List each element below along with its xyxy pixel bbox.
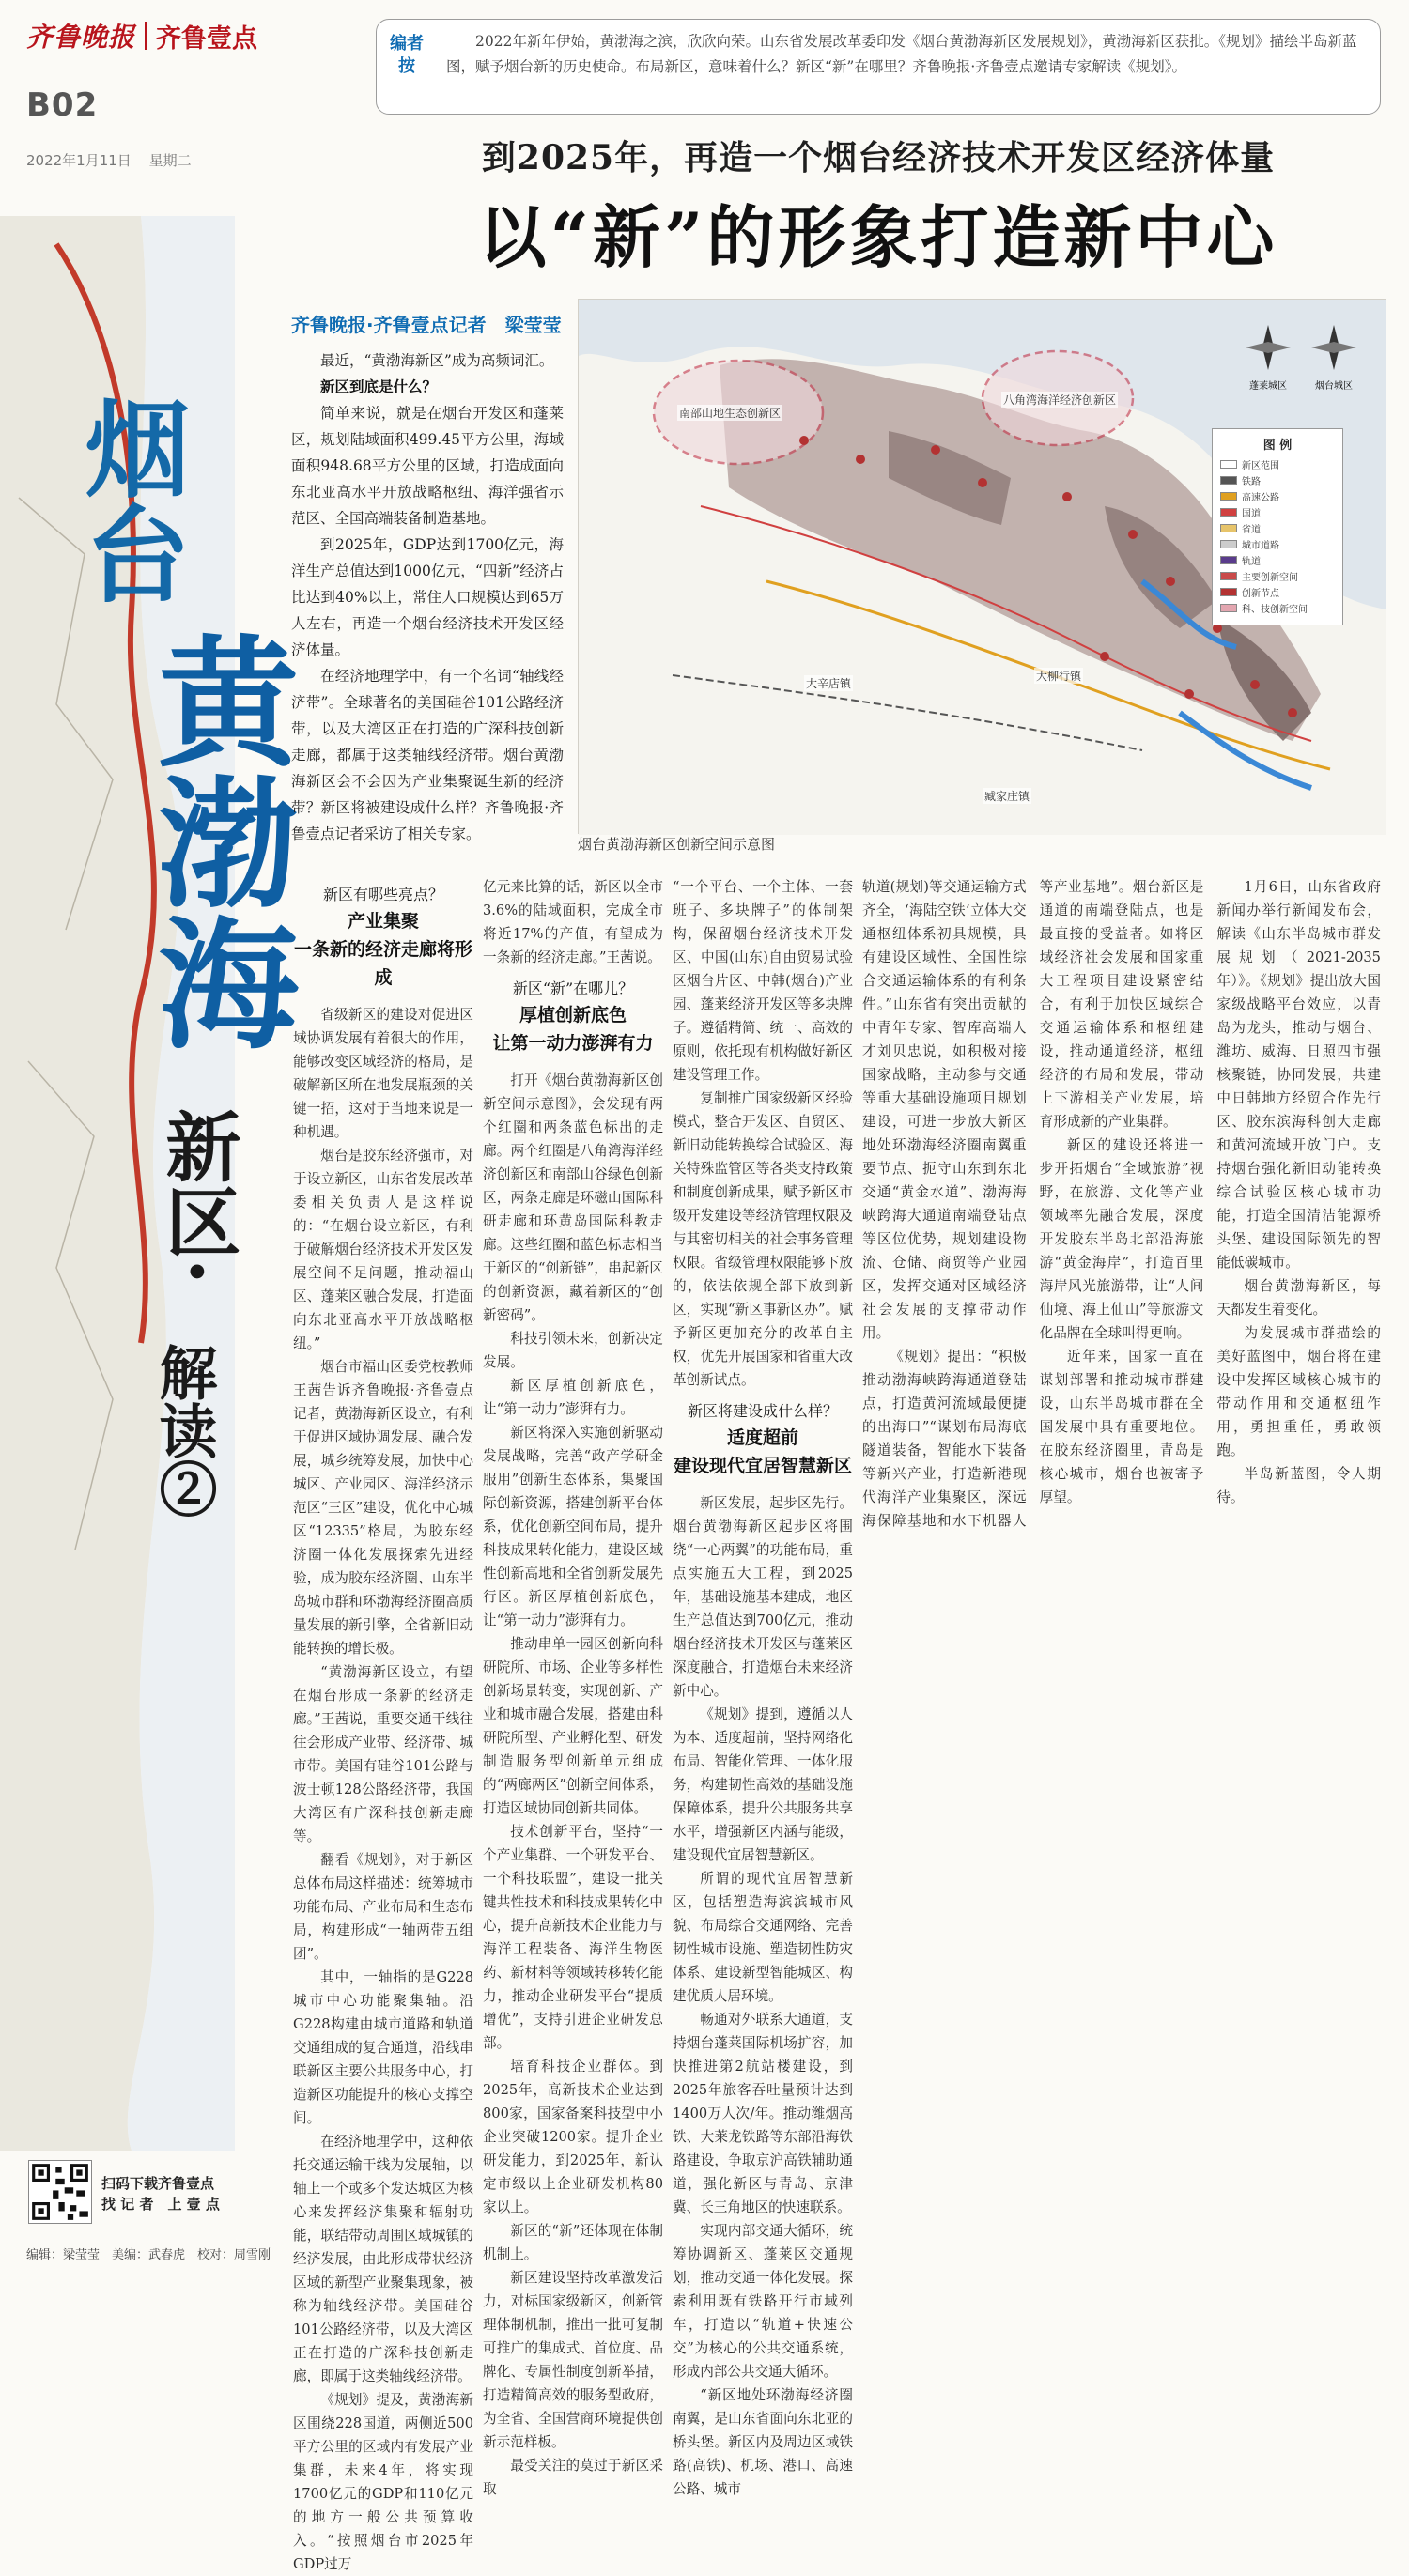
editor-note-tag: 编者按 bbox=[390, 34, 424, 76]
legend-label: 轨道 bbox=[1242, 557, 1261, 567]
kicker-headline: 到2025年，再造一个烟台经济技术开发区经济体量 bbox=[481, 138, 1276, 177]
legend-item bbox=[1220, 520, 1335, 536]
body-column-4-6 bbox=[862, 875, 1381, 2237]
article-paragraph: 新区发展，起步区先行。烟台黄渤海新区起步区将围绕“一心两翼”的功能布局，重点实施五大工程，到2025年，基础设施基本建成，地区生产总值达到700亿元，推动烟台经济技术开发区与蓬莱区深度融合，打造烟台未来经济新中心。 bbox=[673, 1495, 853, 1699]
legend-item bbox=[1220, 488, 1335, 504]
compass-label-yantai: 烟台城区 bbox=[1315, 381, 1353, 392]
article-paragraph: 最受关注的莫过于新区采取 bbox=[483, 2458, 663, 2497]
article-paragraph: 翻看《规划》，对于新区总体布局这样描述：统筹城市功能布局、产业布局和生态布局，构建形成“一轴两带五组团”。 bbox=[293, 1852, 473, 1962]
body-column-2 bbox=[483, 875, 663, 2497]
article-paragraph: 省级新区的建设对促进区域协调发展有着很大的作用，能够改变区域经济的格局，是破解新区所在地发展瓶颈的关键一招，这对于当地来说是一种机遇。 bbox=[293, 1007, 473, 1140]
article-paragraph: 实现内部交通大循环，统筹协调新区、蓬莱区交通规划，推动交通一体化发展。探索利用既有铁路开行市域列车，打造以“轨道+快速公交”为核心的公共交通系统，形成内部公共交通大循环。 bbox=[673, 2223, 853, 2380]
legend-label: 省道 bbox=[1242, 525, 1261, 535]
legend-swatch bbox=[1220, 540, 1237, 548]
legend-swatch bbox=[1220, 476, 1237, 485]
article-paragraph: 科技引领未来，创新决定发展。 bbox=[483, 1331, 663, 1370]
article-paragraph: 烟台是胶东经济强市，对于设立新区，山东省发展改革委相关负责人是这样说的：“在烟台设立新区，有利于破解烟台经济技术开发区发展空间不足问题，推动福山区、蓬莱区融合发展，打造面向东北亚高水平开放战略枢纽。” bbox=[293, 1148, 473, 1351]
compass-north-arrows bbox=[1240, 319, 1362, 394]
legend-item bbox=[1220, 584, 1335, 600]
paper-logo: 齐鲁晚报 bbox=[26, 22, 136, 53]
article-paragraph: 其中，一轴指的是G228城市中心功能聚集轴。沿G228构建由城市道路和轨道交通组成的复合通道，沿线串联新区主要公共服务中心，打造新区功能提升的核心支撑空间。 bbox=[293, 1969, 473, 2126]
map-legend bbox=[1212, 428, 1343, 625]
article-paragraph: 《规划》提到，遵循以人为本、适度超前，坚持网络化布局、智能化管理、一体化服务，构建韧性高效的基础设施保障体系，提升公共服务共享水平，增强新区内涵与能级，建设现代宜居智慧新区。 bbox=[673, 1706, 853, 1863]
section-3-title-a: 适度超前 bbox=[726, 1427, 798, 1448]
date-text: 2022年1月11日 bbox=[26, 152, 132, 169]
legend-swatch bbox=[1220, 508, 1237, 517]
lead-paragraph: 到2025年，GDP达到1700亿元，海洋生产总值达到1000亿元，“四新”经济占比达到40%以上，常住人口规模达到65万人左右，再造一个烟台经济技术开发区经济体量。 bbox=[291, 536, 564, 658]
legend-label: 国道 bbox=[1242, 509, 1261, 519]
legend-label: 创新节点 bbox=[1242, 589, 1279, 599]
lead-paragraph: 简单来说，就是在烟台开发区和蓬莱区，规划陆域面积499.45平方公里，海域面积948.68平方公里的区域，打造成面向东北亚高水平开放战略枢纽、海洋强省示范区、全国高端装备制造基地。 bbox=[291, 405, 564, 527]
legend-item bbox=[1220, 536, 1335, 552]
section-1-heading bbox=[293, 883, 473, 992]
article-paragraph: 为发展城市群描绘的美好蓝图中，烟台将在建设中发挥区域核心城市的带动作用和交通枢纽作用，勇担重任，勇敢领跑。 bbox=[1216, 1325, 1381, 1458]
legend-label: 城市道路 bbox=[1242, 541, 1279, 551]
body-column-3 bbox=[673, 875, 853, 2497]
legend-label: 主要创新空间 bbox=[1242, 573, 1298, 583]
qr-caption bbox=[101, 2173, 220, 2214]
map-caption: 烟台黄渤海新区创新空间示意图 bbox=[578, 836, 776, 853]
editor-note bbox=[376, 19, 1381, 115]
qr-code[interactable] bbox=[28, 2160, 92, 2224]
legend-swatch bbox=[1220, 524, 1237, 532]
series-title-jiedu: 解读② bbox=[149, 1343, 218, 1518]
series-title-yantai: 烟台 bbox=[68, 394, 191, 605]
lead-paragraph: 在经济地理学中，有一个名词“轴线经济带”。全球著名的美国硅谷101公路经济带，以及大湾区正在打造的广深科技创新走廊，都属于这类轴线经济带。烟台黄渤海新区会不会因为产业集聚诞生新的经济带？新区将被建设成什么样？齐鲁晚报·齐鲁壹点记者采访了相关专家。 bbox=[291, 668, 564, 842]
staff-credits: 编辑：梁莹莹 美编：武春虎 校对：周雪刚 bbox=[26, 2248, 271, 2262]
series-title-huangbohai: 黄渤海 bbox=[133, 629, 299, 1052]
article-paragraph: “新区地处环渤海经济圈南翼，是山东省面向东北亚的桥头堡。新区内及周边区域铁路(高铁)、机场、港口、高速公路、城市 bbox=[673, 2387, 853, 2497]
legend-item bbox=[1220, 568, 1335, 584]
qr-caption-line-2: 找 记 者 上 壹 点 bbox=[101, 2196, 220, 2213]
lead-paragraph: 新区到底是什么？ bbox=[320, 378, 438, 395]
legend-swatch bbox=[1220, 556, 1237, 564]
article-paragraph: 技术创新平台，坚持“一个产业集群、一个研发平台、一个科技联盟”，建设一批关键共性技术和科技成果转化中心，提升高新技术企业能力与海洋工程装备、海洋生物医药、新材料等领域转移转化能力，推动企业研发平台“提质增优”，支持引进企业研发总部。 bbox=[483, 1824, 663, 2051]
article-paragraph: 培育科技企业群体。到2025年，高新技术企业达到800家，国家备案科技型中小企业突破1200家。提升企业研发能力，到2025年，新认定市级以上企业研发机构80家以上。 bbox=[483, 2059, 663, 2215]
app-logo: 齐鲁壹点 bbox=[156, 23, 258, 54]
map-label-south-valley: 南部山地生态创新区 bbox=[679, 407, 782, 420]
article-paragraph: “黄渤海新区设立，有望在烟台形成一条新的经济走廊。”王茜说，重要交通干线往往会形成产业带、经济带、城市带。美国有硅谷101公路与波士顿128公路经济带，我国大湾区有广深科技创新走廊等。 bbox=[293, 1664, 473, 1844]
article-paragraph: 亿元来比算的话，新区以全市3.6%的陆域面积，完成全市将近17%的产值，有望成为一条新的经济走廊。”王茜说。 bbox=[483, 879, 663, 965]
legend-label: 高速公路 bbox=[1242, 493, 1279, 503]
legend-swatch bbox=[1220, 588, 1237, 596]
article-paragraph: 《规划》提及，黄渤海新区围绕228国道，两侧近500平方公里的区域内有发展产业集群，未来4年，将实现1700亿元的GDP和110亿元的地方一般公共预算收入。“按照烟台市2025年GDP过万 bbox=[293, 2392, 473, 2572]
article-paragraph: 新区的建设还将进一步开拓烟台“全域旅游”视野，在旅游、文化等产业领域率先融合发展，深度开发胶东半岛北部沿海旅游“黄金海岸”，打造百里海岸风光旅游带，让“人间仙境、海上仙山”等旅游文化品牌在全球叫得更响。 bbox=[1039, 1137, 1204, 1341]
article-paragraph: 在经济地理学中，这种依托交通运输干线为发展轴，以轴上一个或多个发达城区为核心来发挥经济集聚和辐射功能，联结带动周围区域城镇的经济发展，由此形成带状经济区域的新型产业聚集现象，被称为轴线经济带。美国硅谷101公路经济带，以及大湾区正在打造的广深科技创新走廊，即属于这类轴线经济带。 bbox=[293, 2134, 473, 2384]
article-paragraph: 烟台市福山区委党校教师王茜告诉齐鲁晚报·齐鲁壹点记者，黄渤海新区设立，有利于促进区域协调发展、融合发展，城乡统筹发展，加快中心城区、产业园区、海洋经济示范区“三区”建设，优化中心城区“12335”格局，为胶东经济圈一体化发展探索先进经验，成为胶东经济圈、山东半岛城市群和环渤海经济圈高质量发展的新引擎，全省新旧动能转换的增长极。 bbox=[293, 1359, 473, 1657]
lead-paragraph: 最近，“黄渤海新区”成为高频词汇。 bbox=[320, 352, 554, 369]
section-3-question: 新区将建设成什么样？ bbox=[687, 1402, 838, 1420]
main-headline: 以“新”的形象打造新中心 bbox=[478, 197, 1278, 277]
legend-title: 图 例 bbox=[1262, 439, 1293, 453]
editor-note-text: 2022年新年伊始，黄渤海之滨，欣欣向荣。山东省发展改革委印发《烟台黄渤海新区发展规划》，黄渤海新区获批。《规划》描绘半岛新蓝图，赋予烟台新的历史使命。布局新区，意味着什么？新区“新”在哪里？齐鲁晚报·齐鲁壹点邀请专家解读《规划》。 bbox=[446, 33, 1357, 75]
legend-swatch bbox=[1220, 460, 1237, 469]
map-label-bajiao-bay: 八角湾海洋经济创新区 bbox=[1003, 393, 1117, 407]
article-paragraph: 1月6日，山东省政府新闻办举行新闻发布会，解读《山东半岛城市群发展规划（2021-2035年）》。《规划》提出放大国家级战略平台效应，以青岛为龙头，推动与烟台、潍坊、威海、日照四市强核聚链，协同发展，共建中日韩地方经贸合作先行区、胶东滨海科创大走廊和黄河流域开放门户。支持烟台强化新旧动能转换综合试验区核心城市功能，打造全国清洁能源桥头堡、建设国际领先的智能低碳城市。 bbox=[1216, 879, 1381, 1271]
logo-divider bbox=[145, 22, 147, 50]
lead-paragraphs bbox=[291, 347, 564, 842]
article-paragraph: 新区将深入实施创新驱动发展战略，完善“政产学研金服用”创新生态体系，集聚国际创新资源，搭建创新平台体系，优化创新空间布局，提升科技成果转化能力，建设区域性创新高地和全省创新发展先行区。新区厚植创新底色，让“第一动力”澎湃有力。 bbox=[483, 1425, 663, 1628]
section-1-title-a: 产业集聚 bbox=[347, 911, 419, 932]
body-column-1 bbox=[293, 875, 473, 2572]
section-2-title-b: 让第一动力澎湃有力 bbox=[492, 1033, 654, 1054]
issue-date bbox=[26, 150, 205, 170]
article-paragraph: 烟台黄渤海新区，每天都发生着变化。 bbox=[1216, 1278, 1381, 1318]
qr-caption-line-1: 扫码下载齐鲁壹点 bbox=[101, 2175, 215, 2192]
article-paragraph: “一个平台、一个主体、一套班子、多块牌子”的体制架构，保留烟台经济技术开发区、中国(山东)自由贸易试验区烟台片区、中韩(烟台)产业园、蓬莱经济开发区等多块牌子。遵循精简、统一、高效的原则，依托现有机构做好新区建设管理工作。 bbox=[673, 879, 853, 1083]
compass-label-penglai: 蓬莱城区 bbox=[1249, 381, 1287, 392]
masthead bbox=[26, 13, 364, 58]
legend-label: 新区范围 bbox=[1242, 461, 1279, 471]
section-2-heading bbox=[483, 977, 663, 1057]
section-1-question: 新区有哪些亮点？ bbox=[322, 886, 443, 903]
article-paragraph: 所谓的现代宜居智慧新区，包括塑造海滨滨城市风貌、布局综合交通网络、完善韧性城市设施、塑造韧性防灾体系、建设新型智能城区、构建优质人居环境。 bbox=[673, 1871, 853, 2004]
article-paragraph: 轨道(规划)等交通运输方式齐全，‘海陆空铁’立体大交通枢纽体系初具规模，具有建设区域性、全国性综合交通运输体系的有利条件。”山东省有突出贡献的中青年专家、智库高端人才刘贝忠说，如积极对接国家战略，主动参与交通等重大基础设施项目规划建设，可进一步放大新区地处环渤海经济圈南翼重要节点、扼守山东到东北交通“黄金水道”、渤海海峡跨海大通道南端登陆点等区位优势，规划建设物流、仓储、商贸等产业园区，发挥交通对区域经济社会发展的支撑带动作用。 bbox=[862, 879, 1027, 1341]
article-paragraph: 推动串单一园区创新向科研院所、市场、企业等多样性创新场景转变，实现创新、产业和城市融合发展，搭建由科研院所型、产业孵化型、研发制造服务型创新单元组成的“两廊两区”创新空间体系，打造区域协同创新共同体。 bbox=[483, 1636, 663, 1816]
section-3-title-b: 建设现代宜居智慧新区 bbox=[673, 1456, 852, 1476]
article-paragraph: 复制推广国家级新区经验模式，整合开发区、自贸区、新旧动能转换综合试验区、海关特殊监管区等各类支持政策和制度创新成果，赋予新区市级开发建设等经济管理权限及与其密切相关的社会事务管理权限。省级管理权限能够下放的，依法依规全部下放到新区，实现“新区事新区办”。赋予新区更加充分的改革自主权，优先开展国家和省重大改革创新试点。 bbox=[673, 1090, 853, 1388]
article-paragraph: 新区的“新”还体现在体制机制上。 bbox=[483, 2223, 663, 2262]
map-label-daliuhang: 大柳行镇 bbox=[1036, 670, 1082, 683]
weekday-text: 星期二 bbox=[148, 152, 192, 169]
legend-swatch bbox=[1220, 604, 1237, 612]
page-number: B02 bbox=[26, 86, 99, 124]
article-paragraph: 打开《烟台黄渤海新区创新空间示意图》，会发现有两个红圈和两条蓝色标出的走廊。两个红圈是八角湾海洋经济创新区和南部山谷绿色创新区，两条走廊是环磁山国际科研走廊和环黄岛国际科教走廊。这些红圈和蓝色标志相当于新区的“创新链”，串起新区的创新资源，藏着新区的“创新密码”。 bbox=[483, 1072, 663, 1323]
map-label-zangjiazhuang: 臧家庄镇 bbox=[984, 790, 1030, 803]
legend-swatch bbox=[1220, 572, 1237, 580]
series-title-xinqu: 新区· bbox=[153, 1108, 241, 1285]
legend-item bbox=[1220, 600, 1335, 616]
article-paragraph: 《规划》提出：“积极推动渤海峡跨海通道登陆点，打造黄河流域最便捷的出海口”“谋划布局海底隧道装备，智能水下装备等新兴产业，打造新港现代海洋产业集聚区，深远海保障基地和水下机器人等产业基地”。烟台新区是通道的南端登陆点，也是最直接的受益者。如将区域经济社会发展和国家重大工程项目建设紧密结合，有利于加快区域综合交通运输体系和枢纽建设，推动通道经济，枢纽经济的布局和发展，带动上下游相关产业发展，培育形成新的产业集群。 bbox=[862, 879, 1204, 1529]
map-label-daxindian: 大辛店镇 bbox=[806, 677, 852, 690]
article-paragraph: 畅通对外联系大通道，支持烟台蓬莱国际机场扩容，加快推进第2航站楼建设，到2025年旅客吞吐量预计达到1400万人次/年。推动潍烟高铁、大莱龙铁路等东部沿海铁路建设，争取京沪高铁辅助通道，强化新区与青岛、京津冀、长三角地区的快速联系。 bbox=[673, 2012, 853, 2215]
legend-item bbox=[1220, 472, 1335, 488]
series-title bbox=[38, 394, 299, 1615]
section-3-heading bbox=[673, 1399, 853, 1480]
section-2-question: 新区“新”在哪儿？ bbox=[512, 979, 634, 997]
legend-swatch bbox=[1220, 492, 1237, 501]
legend-label: 铁路 bbox=[1242, 477, 1261, 487]
legend-item bbox=[1220, 552, 1335, 568]
article-paragraph: 新区厚植创新底色，让“第一动力”澎湃有力。 bbox=[483, 1378, 663, 1417]
section-2-title-a: 厚植创新底色 bbox=[519, 1005, 627, 1026]
legend-item bbox=[1220, 456, 1335, 472]
byline: 齐鲁晚报·齐鲁壹点记者 梁莹莹 bbox=[291, 314, 562, 336]
article-paragraph: 近年来，国家一直在谋划部署和推动城市群建设，山东半岛城市群在全国发展中具有重要地位。在胶东经济圈里，青岛是核心城市，烟台也被寄予厚望。 bbox=[1039, 1349, 1204, 1505]
article-paragraph: 半岛新蓝图，令人期待。 bbox=[1216, 1466, 1381, 1505]
legend-item bbox=[1220, 504, 1335, 520]
article-paragraph: 新区建设坚持改革激发活力，对标国家级新区，创新管理体制机制，推出一批可复制可推广的集成式、首位度、品牌化、专属性制度创新举措，打造精简高效的服务型政府，为全省、全国营商环境提供创新示范样板。 bbox=[483, 2270, 663, 2450]
legend-label: 科、技创新空间 bbox=[1242, 605, 1308, 615]
section-1-title-b: 一条新的经济走廊将形成 bbox=[293, 939, 472, 988]
